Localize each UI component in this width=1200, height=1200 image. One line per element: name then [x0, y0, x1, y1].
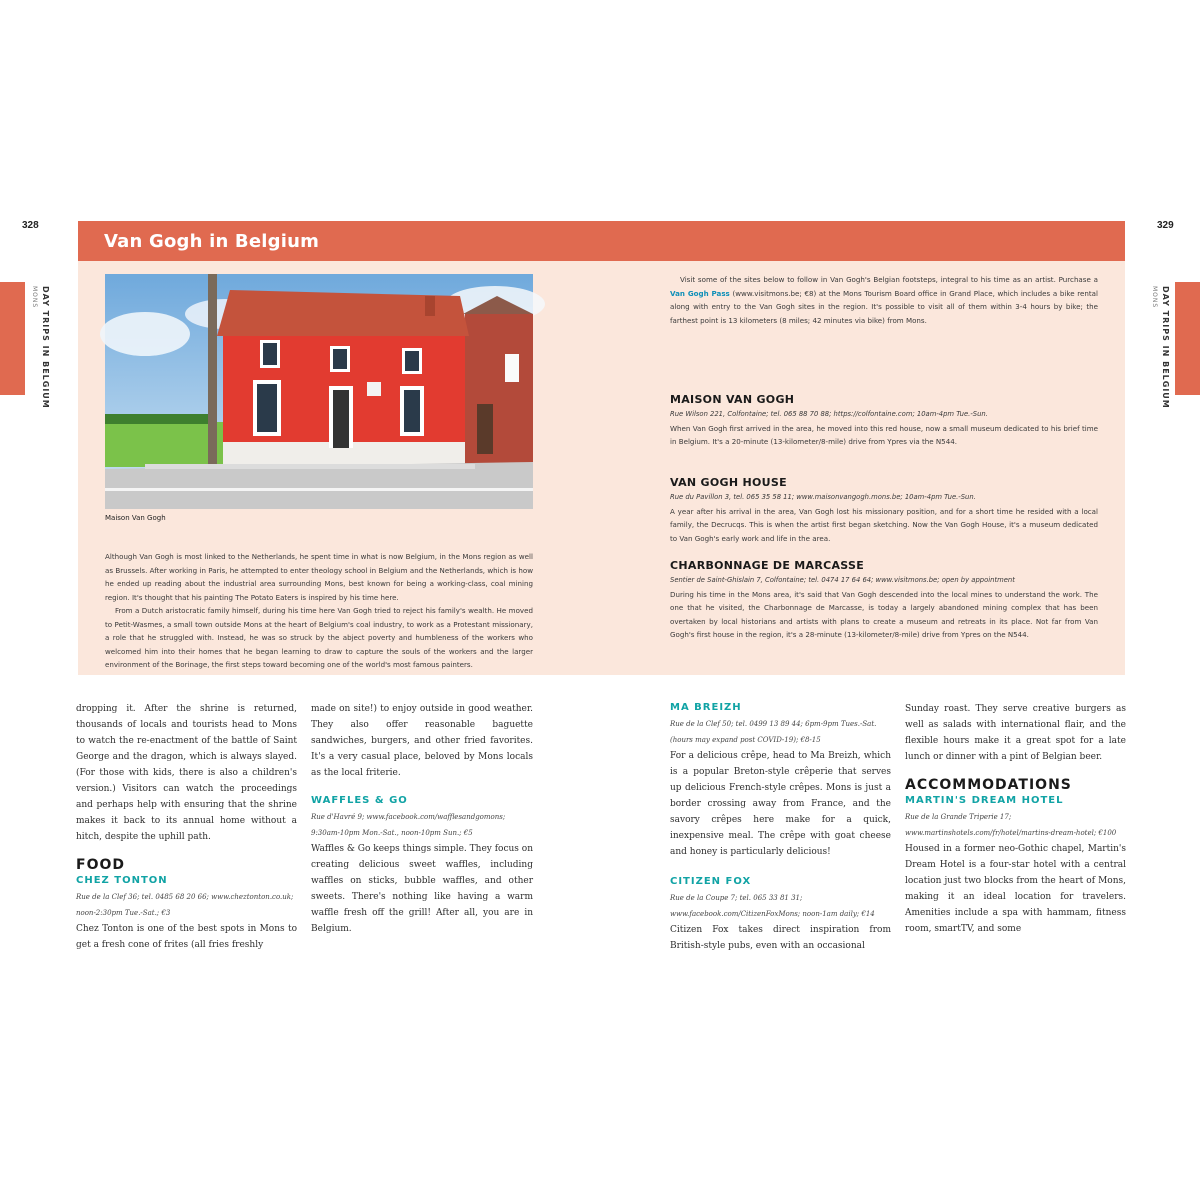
left-running-head: DAY TRIPS IN BELGIUM: [41, 286, 50, 409]
waffles-go-name: WAFFLES & GO: [311, 795, 408, 806]
sidebar-title: Van Gogh in Belgium: [104, 231, 320, 252]
photo-caption: Maison Van Gogh: [105, 514, 166, 522]
intro-paragraph-2: From a Dutch aristocratic family himself, during his time here Van Gogh tried to reject his family's wealth. He moved to Petit-Wasmes, a small town outside Mons at the heart of Belgium's coal industry, to work as a Protestant missionary, a role that he struggled with. Instead, he was so struck by the abject poverty and humbleness of the workers who welcomed him into their homes that he began learning to draw to capture the souls of the workers and the larger environment of the Borinage, the first steps toward becoming one of the world's most famous painters.: [105, 606, 533, 669]
entry-charbonnage: [670, 559, 1098, 642]
chez-tonton-text: Chez Tonton is one of the best spots in Mons to get a fresh cone of frites (all fries freshly: [76, 924, 297, 950]
left-page-number: 328: [22, 220, 39, 231]
chez-tonton-name: CHEZ TONTON: [76, 875, 168, 886]
ma-breizh-meta: Rue de la Clef 50; tel. 0499 13 89 44; 6pm-9pm Tues.-Sat. (hours may expand post COVID-19); €8-15: [670, 720, 877, 744]
column-4: [905, 701, 1126, 937]
column-4-text: Sunday roast. They serve creative burgers as well as salads with international flair, and the flexible hours make it a great spot for a late lunch or dinner with a pint of Belgian beer.: [905, 704, 1126, 762]
waffles-go-meta: Rue d'Havré 9; www.facebook.com/wafflesandgomons; 9:30am-10pm Mon.-Sat., noon-10pm Sun.; €5: [311, 813, 506, 837]
entry-heading: MAISON VAN GOGH: [670, 393, 795, 406]
ma-breizh-name: MA BREIZH: [670, 702, 742, 713]
right-thumb-tab: [1175, 282, 1200, 395]
entry-meta: Sentier de Saint-Ghislain 7, Colfontaine; tel. 0474 17 64 64; www.visitmons.be; open by appointment: [670, 576, 1015, 584]
martins-dream-hotel-name: MARTIN'S DREAM HOTEL: [905, 795, 1064, 806]
intro-paragraph-1: Although Van Gogh is most linked to the Netherlands, he spent time in what is now Belgium, in the Mons region as well as Brussels. After working in Paris, he attempted to enter theology school in Belgium and the Netherlands, which is how he ended up reading about the industrial area surrounding Mons, best known for being a working-class, coal mining region. It's thought that his painting The Potato Eaters is inspired by his time here.: [105, 552, 533, 602]
column-1: [76, 701, 297, 953]
sidebar-intro-right: [670, 273, 1098, 327]
column-2: [311, 701, 533, 937]
column-1-text: dropping it. After the shrine is returned, thousands of locals and tourists head to Mons to watch the re-enactment of the battle of Saint George and the dragon, which is always slayed. (For those with kids, there is also a children's version.) Visitors can watch the proceedings and perhaps help with ensuring that the shrine makes it back to its annual home without a hitch, despite the uphill path.: [76, 704, 297, 842]
food-heading: FOOD: [76, 857, 125, 873]
entry-text: During his time in the Mons area, it's said that Van Gogh descended into the local mines to understand the work. The one that he visited, the Charbonnage de Marcasse, is today a largely abandoned mining complex that has been overtaken by local historians and artists with plans to create a museum and retreats in its place. Not far from Van Gogh's first house in the region, it's a 28-minute (13-kilometer/8-mile) drive from Ypres on the N544.: [670, 589, 1098, 639]
right-running-head: DAY TRIPS IN BELGIUM: [1161, 286, 1170, 409]
intro-p3-start: Visit some of the sites below to follow in Van Gogh's Belgian footsteps, integral to his time as an artist. Purchase a: [680, 275, 1098, 284]
citizen-fox-name: CITIZEN FOX: [670, 876, 752, 887]
accommodations-heading: ACCOMMODATIONS: [905, 777, 1072, 793]
intro-p3-end: (www.visitmons.be; €8) at the Mons Tourism Board office in Grand Place, which includes a bike rental along with entry to the Van Gogh sites in the region. It's possible to visit all of them within 3-4 hours by bike; the farthest point is 13 kilometers (8 miles; 42 minutes via bike) from Mons.: [670, 288, 1098, 325]
citizen-fox-meta: Rue de la Coupe 7; tel. 065 33 81 31; www.facebook.com/CitizenFoxMons; noon-1am daily; €14: [670, 894, 875, 918]
citizen-fox-text: Citizen Fox takes direct inspiration from British-style pubs, even with an occasional: [670, 925, 891, 951]
van-gogh-pass-link[interactable]: Van Gogh Pass: [670, 288, 730, 298]
column-3: [670, 700, 891, 954]
column-2-text: made on site!) to enjoy outside in good weather. They also offer reasonable baguette sandwiches, burgers, and other fried favorites. It's a very casual place, beloved by Mons locals as the local friterie.: [311, 704, 533, 778]
sidebar-intro-left: [105, 550, 533, 669]
waffles-go-text: Waffles & Go keeps things simple. They focus on creating delicious sweet waffles, including waffles on sticks, bubble waffles, and other sweets. There's nothing like having a warm waffle fresh off the grill! After all, you are in Belgium.: [311, 844, 533, 934]
entry-meta: Rue Wilson 221, Colfontaine; tel. 065 88 70 88; https://colfontaine.com; 10am-4pm Tue.-Sun.: [670, 410, 988, 418]
left-thumb-tab: [0, 282, 25, 395]
house-illustration: [105, 274, 533, 509]
entry-text: A year after his arrival in the area, Van Gogh lost his missionary position, and for a short time he resided with a local family, the Decrucqs. This is when the artist first began sketching. Now the Van Gogh House, it's a museum dedicated to Van Gogh's early work and life in the area.: [670, 506, 1098, 543]
maison-van-gogh-photo: [105, 274, 533, 509]
entry-van-gogh-house: [670, 476, 1098, 545]
entry-meta: Rue du Pavillon 3, tel. 065 35 58 11; www.maisonvangogh.mons.be; 10am-4pm Tue.-Sun.: [670, 493, 976, 501]
intro-paragraph-3: [670, 273, 1098, 327]
left-running-sub: MONS: [31, 286, 38, 309]
martins-dream-hotel-meta: Rue de la Grande Triperie 17; www.martinshotels.com/fr/hotel/martins-dream-hotel; €100: [905, 813, 1117, 837]
entry-heading: VAN GOGH HOUSE: [670, 476, 787, 489]
chez-tonton-meta: Rue de la Clef 36; tel. 0485 68 20 66; www.cheztonton.co.uk; noon-2:30pm Tue.-Sat.; €3: [76, 893, 294, 917]
entry-maison-van-gogh: [670, 393, 1098, 449]
right-running-sub: MONS: [1151, 286, 1158, 309]
ma-breizh-text: For a delicious crêpe, head to Ma Breizh, which is a popular Breton-style crêperie that serves up delicious French-style crêpes. Mons is just a border crossing away from France, and the savory crêpes here make for a quick, inexpensive meal. The crêpe with goat cheese and honey is particularly delicious!: [670, 751, 891, 857]
martins-dream-hotel-text: Housed in a former neo-Gothic chapel, Martin's Dream Hotel is a four-star hotel with a central location just two blocks from the heart of Mons, making it an ideal location for travelers. Amenities include a spa with hammam, fitness room, smartTV, and some: [905, 844, 1126, 934]
entry-text: When Van Gogh first arrived in the area, he moved into this red house, now a small museum dedicated to his brief time in Belgium. It's a 20-minute (13-kilometer/8-mile) drive from Ypres via the N544.: [670, 423, 1098, 446]
entry-heading: CHARBONNAGE DE MARCASSE: [670, 559, 865, 572]
right-page-number: 329: [1157, 220, 1174, 231]
